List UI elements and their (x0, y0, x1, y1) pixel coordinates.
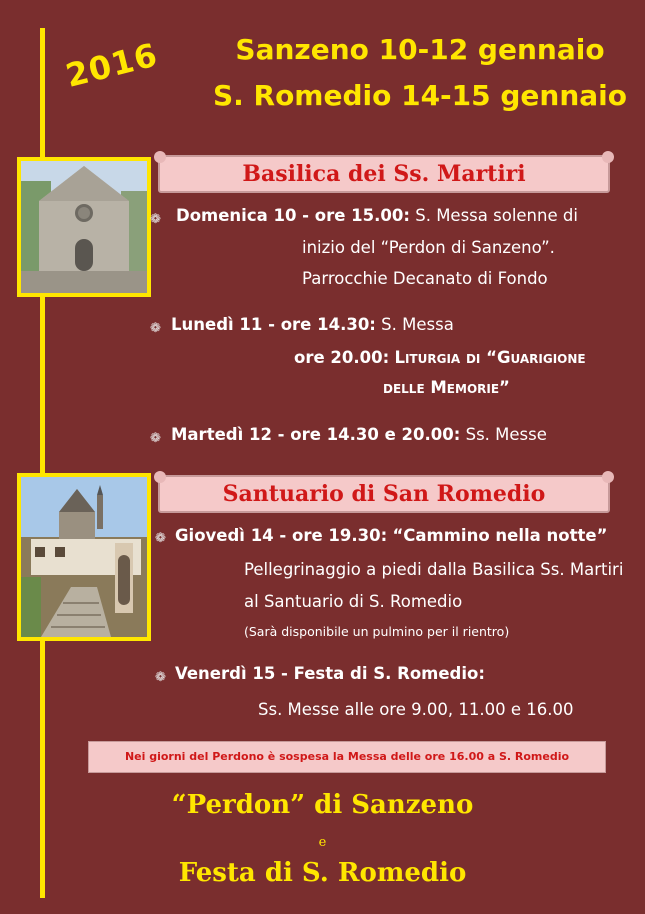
event-giovedi-title: “Cammino nella notte” (392, 526, 608, 545)
footer-conjunction: e (318, 835, 327, 850)
event-giovedi-note: (Sarà disponibile un pulmino per il rientro) (244, 624, 510, 639)
event-domenica-text: S. Messa solenne di (415, 206, 578, 225)
bullet-icon: ❁ (150, 431, 161, 446)
event-lunedi-text: S. Messa (381, 315, 454, 334)
section-banner-santuario: Santuario di San Romedio (158, 475, 610, 513)
event-martedi-day: Martedì 12 - ore 14.30 e 20.00: (171, 425, 461, 444)
event-lunedi-day: Lunedì 11 - ore 14.30: (171, 315, 376, 334)
event-domenica-line3: Parrocchie Decanato di Fondo (302, 269, 548, 288)
event-giovedi (175, 526, 607, 545)
event-lunedi-liturgia: Liturgia di “Guarigione (394, 348, 586, 367)
event-giovedi-day: Giovedì 14 - ore 19.30: (175, 526, 388, 545)
event-martedi (171, 425, 547, 444)
header-line-romedio: S. Romedio 14-15 gennaio (212, 79, 628, 112)
section-banner-basilica: Basilica dei Ss. Martiri (158, 155, 610, 193)
notice-box: Nei giorni del Perdono è sospesa la Messa delle ore 16.00 a S. Romedio (88, 741, 606, 773)
footer-festa-title: Festa di S. Romedio (178, 858, 467, 888)
event-martedi-text: Ss. Messe (465, 425, 547, 444)
header-line-sanzeno: Sanzeno 10-12 gennaio (235, 33, 605, 66)
year-label: 2016 (62, 35, 162, 95)
event-lunedi-time2: ore 20.00: (294, 348, 390, 367)
bullet-icon: ❁ (150, 321, 161, 336)
event-venerdi: Venerdì 15 - Festa di S. Romedio: (175, 664, 485, 683)
event-giovedi-line2: Pellegrinaggio a piedi dalla Basilica Ss. Martiri (244, 560, 624, 579)
bullet-icon: ❁ (150, 212, 161, 227)
event-domenica (176, 206, 578, 225)
event-domenica-day: Domenica 10 - ore 15.00: (176, 206, 410, 225)
footer-perdon-title: “Perdon” di Sanzeno (171, 790, 474, 820)
basilica-photo (17, 157, 151, 297)
event-lunedi-evening (294, 348, 586, 367)
event-lunedi-line3: delle Memorie” (383, 378, 510, 397)
event-venerdi-line1: Ss. Messe alle ore 9.00, 11.00 e 16.00 (258, 700, 574, 719)
bullet-icon: ❁ (155, 670, 166, 685)
santuario-photo (17, 473, 151, 641)
bullet-icon: ❁ (155, 531, 166, 546)
event-lunedi (171, 315, 454, 334)
event-giovedi-line3: al Santuario di S. Romedio (244, 592, 463, 611)
event-domenica-line2: inizio del “Perdon di Sanzeno”. (302, 238, 555, 257)
